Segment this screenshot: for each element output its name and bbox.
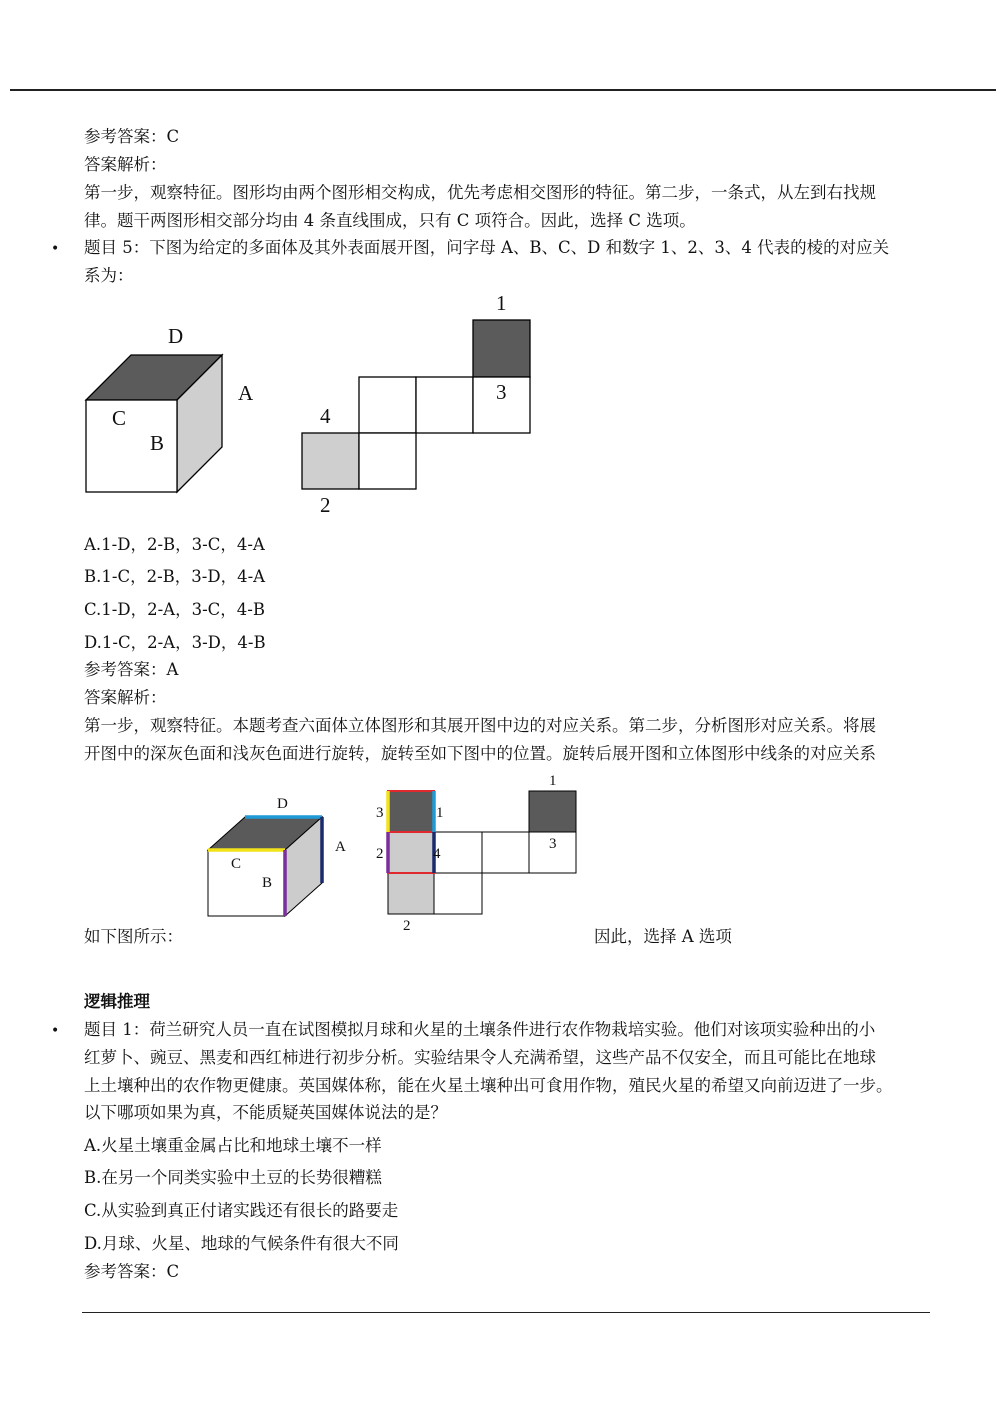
net2-label-1b: 1 — [549, 773, 557, 789]
logic-q1-stem-line3: 上土壤种出的农作物更健康。英国媒体称，能在火星土壤种出可食用作物，殖民火星的希望又向前迈进了一步。 — [84, 1076, 893, 1095]
net2-face — [482, 832, 529, 873]
logic-q1-stem-line1: 题目 1：荷兰研究人员一直在试图模拟月球和火星的土壤条件进行农作物栽培实验。他们对该项实验种出的小 — [84, 1020, 876, 1039]
logic-q1-stem-line4: 以下哪项如果为真，不能质疑英国媒体说法的是？ — [84, 1103, 447, 1122]
net2-face-dark-right — [529, 791, 576, 832]
cube2-front-face — [208, 850, 285, 916]
net2-face-gray-bottom — [388, 873, 434, 914]
cube-label-d: D — [168, 324, 184, 348]
q5-analysis-label: 答案解析： — [84, 688, 167, 707]
net-face-light — [302, 433, 359, 489]
net2-face — [434, 873, 482, 914]
q5-stem-line1: 题目 5：下图为给定的多面体及其外表面展开图，问字母 A、B、C、D 和数字 1、2、3、4 代表的棱的对应关 — [84, 238, 890, 257]
net-face — [416, 377, 473, 433]
q5-option-b: B.1-C，2-B，3-D，4-A — [84, 567, 266, 586]
q5-option-d: D.1-C，2-A，3-D，4-B — [84, 633, 266, 652]
cube2-label-d: D — [277, 796, 288, 812]
logic-q1-answer: 参考答案：C — [84, 1262, 180, 1281]
cube2-label-a: A — [335, 839, 346, 855]
logic-q1-option-b: B.在另一个同类实验中土豆的长势很糟糕 — [84, 1168, 382, 1187]
logic-q1-option-d: D.月球、火星、地球的气候条件有很大不同 — [84, 1234, 399, 1253]
net2-figure — [388, 791, 576, 914]
q5-bullet: • — [51, 241, 60, 257]
cube2-label-c: C — [231, 856, 242, 872]
net2-face-dark-left — [388, 791, 434, 832]
cube2-figure — [208, 817, 322, 916]
net-face-dark — [473, 320, 530, 377]
q4-analysis-line1: 第一步，观察特征。图形均由两个图形相交构成，优先考虑相交图形的特征。第二步，一条式，从左到右找规 — [84, 183, 876, 202]
net-label-4: 4 — [320, 404, 331, 428]
net2-label-3b: 3 — [549, 836, 557, 852]
q5-caption-right: 因此，选择 A 选项 — [594, 927, 732, 946]
cube-figure — [86, 355, 222, 492]
net-face — [359, 433, 416, 489]
net2-label-1: 1 — [436, 805, 444, 821]
q5-analysis-line2: 开图中的深灰色面和浅灰色面进行旋转，旋转至如下图中的位置。旋转后展开图和立体图形中线条的对应关系 — [84, 744, 876, 763]
logic-q1-option-c: C.从实验到真正付诸实践还有很长的路要走 — [84, 1201, 399, 1220]
q5-caption-left: 如下图所示： — [84, 927, 183, 946]
cube2-label-b: B — [262, 875, 273, 891]
q5-option-a: A.1-D，2-B，3-C，4-A — [84, 535, 265, 554]
net-label-3: 3 — [496, 380, 507, 404]
cube-label-a: A — [238, 381, 254, 405]
logic-q1-stem-line2: 红萝卜、豌豆、黑麦和西红柿进行初步分析。实验结果令人充满希望，这些产品不仅安全，而且可能比在地球 — [84, 1048, 876, 1067]
footer-rule — [82, 1312, 930, 1313]
q4-analysis-line2: 律。题干两图形相交部分均由 4 条直线围成，只有 C 项符合。因此，选择 C 选项。 — [84, 211, 696, 230]
q5-analysis-line1: 第一步，观察特征。本题考查六面体立体图形和其展开图中边的对应关系。第二步，分析图形对应关系。将展 — [84, 716, 876, 735]
net-label-2: 2 — [320, 493, 331, 517]
net-figure — [302, 320, 530, 489]
section-heading-logic: 逻辑推理 — [84, 992, 150, 1011]
net-face — [359, 377, 416, 433]
net2-label-3: 3 — [376, 805, 384, 821]
q4-answer: 参考答案：C — [84, 127, 180, 146]
net2-face-light — [388, 832, 434, 873]
q5-stem-line2: 系为： — [84, 266, 134, 285]
cube-label-c: C — [112, 406, 127, 430]
cube-label-b: B — [150, 431, 165, 455]
q4-analysis-label: 答案解析： — [84, 155, 167, 174]
q5-option-c: C.1-D，2-A，3-C，4-B — [84, 600, 265, 619]
net2-label-4: 4 — [433, 846, 441, 862]
q5-answer: 参考答案：A — [84, 660, 179, 679]
net-label-1: 1 — [496, 291, 507, 315]
net2-label-2: 2 — [376, 846, 384, 862]
logic-q1-option-a: A.火星土壤重金属占比和地球土壤不一样 — [84, 1136, 382, 1155]
logic-q1-bullet: • — [51, 1023, 60, 1039]
net2-label-2b: 2 — [403, 918, 411, 934]
net2-face — [434, 832, 482, 873]
